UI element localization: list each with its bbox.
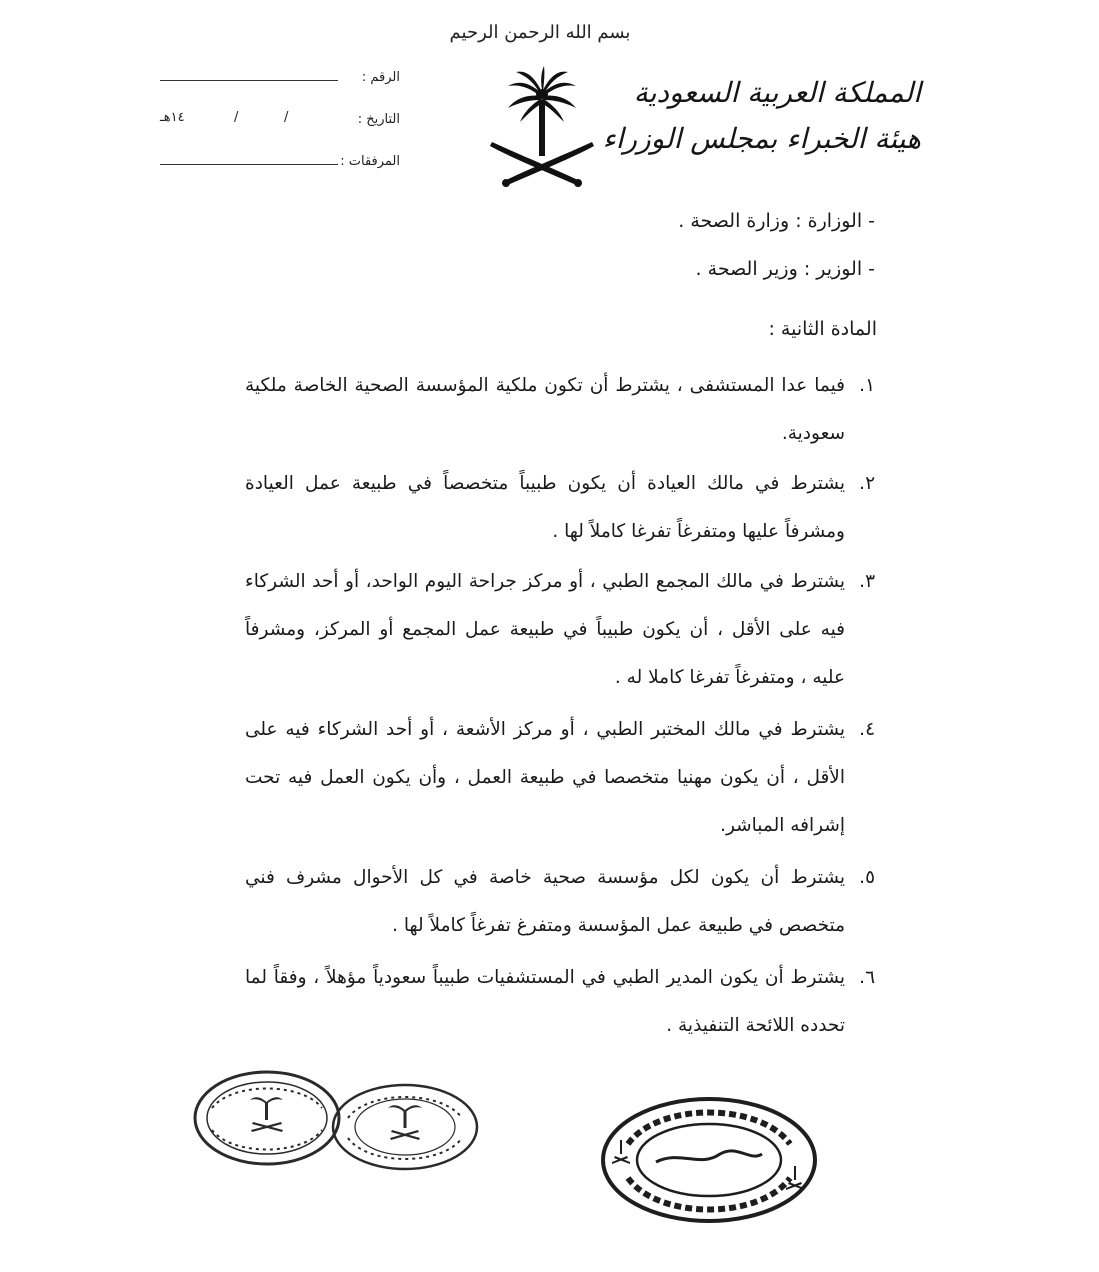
- item-number: ٦.: [859, 967, 875, 988]
- meta-number-row: [160, 64, 400, 106]
- item-number: ٤.: [859, 719, 875, 740]
- org-country: المملكة العربية السعودية: [633, 76, 921, 109]
- date-separator: /: [284, 110, 289, 125]
- date-suffix: ١٤هـ: [160, 110, 185, 125]
- number-label: الرقم :: [361, 70, 400, 85]
- item-number: ١.: [859, 375, 875, 396]
- item-text: يشترط أن يكون المدير الطبي في المستشفيات طبيباً سعودياً مؤهلاً ، وفقاً لما تحدده اللائحة التنفيذية .: [245, 967, 845, 1036]
- item-number: ٢.: [859, 473, 875, 494]
- basmala: بسم الله الرحمن الرحيم: [449, 22, 631, 43]
- date-value: [160, 110, 338, 130]
- article-item: [245, 854, 875, 950]
- org-authority: هيئة الخبراء بمجلس الوزراء: [602, 122, 921, 155]
- item-text: يشترط أن يكون لكل مؤسسة صحية خاصة في كل الأحوال مشرف فني متخصص في طبيعة عمل المؤسسة ومتفرغ تفرغاً كاملاً لها .: [245, 867, 845, 936]
- date-label: التاريخ :: [357, 112, 400, 127]
- attachments-label: المرفقات :: [340, 154, 400, 169]
- item-text: يشترط في مالك المجمع الطبي ، أو مركز جراحة اليوم الواحد، أو أحد الشركاء فيه على الأقل ، أن يكون طبيباً في طبيعة عمل المجمع أو المركز، ومشرفاً عليه ، ومتفرغاً تفرغا كاملا له .: [245, 571, 845, 688]
- item-text: فيما عدا المستشفى ، يشترط أن تكون ملكية المؤسسة الصحية الخاصة ملكية سعودية.: [245, 375, 845, 444]
- saudi-emblem-icon: [482, 66, 602, 191]
- item-text: يشترط في مالك المختبر الطبي ، أو مركز الأشعة ، أو أحد الشركاء فيه على الأقل ، أن يكون مهنيا متخصصا في طبيعة العمل ، وأن يكون العمل فيه تحت إشرافه المباشر.: [245, 719, 845, 836]
- item-text: يشترط في مالك العيادة أن يكون طبيباً متخصصاً في طبيعة عمل العيادة ومشرفاً عليها ومتفرغاً تفرغا كاملاً لها .: [245, 473, 845, 542]
- meta-attachments-row: [160, 148, 400, 190]
- date-separator: /: [234, 110, 239, 125]
- letter-meta: [160, 64, 400, 190]
- article-item: [245, 558, 875, 702]
- definition-minister: - الوزير : وزير الصحة .: [695, 258, 875, 280]
- number-line: [160, 80, 338, 81]
- meta-date-row: [160, 106, 400, 148]
- attachments-line: [160, 164, 338, 165]
- general-secretariat-stamp-icon: [192, 1068, 342, 1168]
- article-title: المادة الثانية :: [768, 318, 877, 340]
- article-item: [245, 460, 875, 556]
- definition-ministry: - الوزارة : وزارة الصحة .: [678, 210, 875, 232]
- organization-name: [602, 70, 921, 162]
- article-item: [245, 362, 875, 458]
- article-item: [245, 954, 875, 1050]
- experts-commission-stamp-icon: [330, 1082, 480, 1172]
- article-item: [245, 706, 875, 850]
- cabinet-presidency-stamp-icon: [600, 1096, 818, 1224]
- item-number: ٥.: [859, 867, 875, 888]
- item-number: ٣.: [859, 571, 875, 592]
